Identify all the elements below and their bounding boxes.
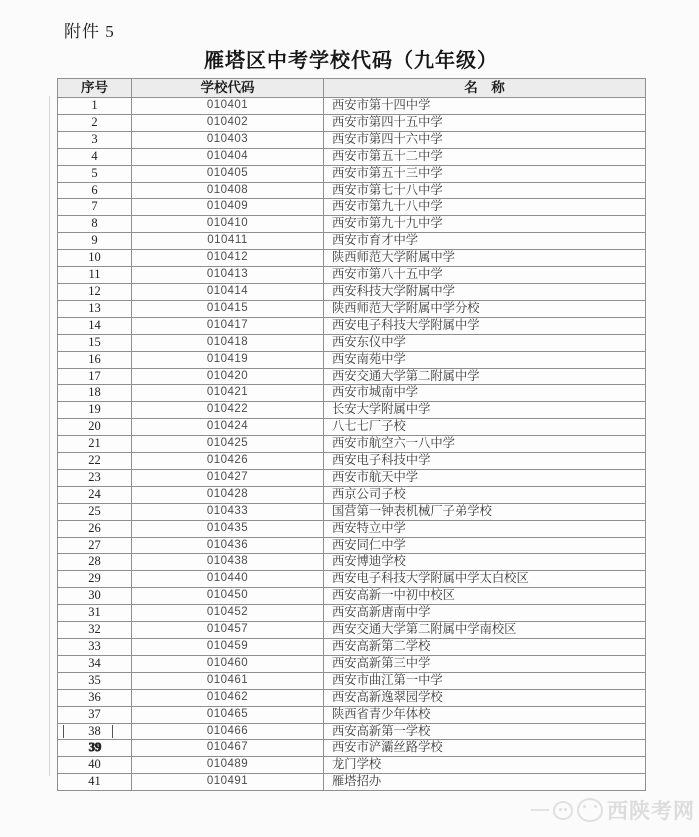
row-school-name: 陕西师范大学附属中学分校 xyxy=(324,300,646,317)
table-row xyxy=(58,368,646,385)
row-school-code: 010408 xyxy=(132,182,324,199)
row-serial-text: 39 xyxy=(88,740,101,755)
table-row xyxy=(58,639,646,656)
row-school-name: 西安市第五十二中学 xyxy=(324,148,646,165)
table-row xyxy=(58,131,646,148)
row-school-code: 010411 xyxy=(132,233,324,250)
row-serial-text: 37 xyxy=(88,706,101,721)
row-serial xyxy=(58,453,132,470)
row-school-code: 010418 xyxy=(132,334,324,351)
row-school-code: 010436 xyxy=(132,537,324,554)
row-serial xyxy=(58,131,132,148)
row-school-name: 西安市浐灞丝路学校 xyxy=(324,740,646,757)
text-cursor-icon xyxy=(112,725,113,739)
table-row xyxy=(58,503,646,520)
text-cursor-icon xyxy=(63,725,64,739)
row-school-code: 010410 xyxy=(132,216,324,233)
row-serial-text: 35 xyxy=(88,672,101,687)
row-serial-text: 12 xyxy=(88,283,101,298)
table-row xyxy=(58,622,646,639)
row-school-name: 西安市第七十八中学 xyxy=(324,182,646,199)
school-table-body xyxy=(58,98,646,791)
row-school-code: 010435 xyxy=(132,520,324,537)
column-header-serial: 序号 xyxy=(58,79,132,98)
row-serial xyxy=(58,706,132,723)
row-serial xyxy=(58,655,132,672)
row-serial-text: 14 xyxy=(88,317,101,332)
row-serial-text: 8 xyxy=(91,216,98,231)
row-serial xyxy=(58,605,132,622)
row-serial-text: 3 xyxy=(91,131,98,146)
row-serial xyxy=(58,368,132,385)
table-row xyxy=(58,554,646,571)
row-school-code: 010457 xyxy=(132,622,324,639)
row-serial xyxy=(58,503,132,520)
row-school-code: 010404 xyxy=(132,148,324,165)
table-row xyxy=(58,689,646,706)
row-school-code: 010425 xyxy=(132,436,324,453)
row-serial xyxy=(58,300,132,317)
table-row xyxy=(58,419,646,436)
row-serial-text: 4 xyxy=(91,148,98,163)
row-school-code: 010433 xyxy=(132,503,324,520)
row-school-code: 010462 xyxy=(132,689,324,706)
row-school-code: 010403 xyxy=(132,131,324,148)
row-serial xyxy=(58,182,132,199)
row-serial-text: 20 xyxy=(88,419,101,434)
row-serial-text: 33 xyxy=(88,639,101,653)
row-school-code: 010422 xyxy=(132,402,324,419)
table-row xyxy=(58,334,646,351)
row-serial-text: 36 xyxy=(88,689,101,704)
row-serial xyxy=(58,351,132,368)
table-row xyxy=(58,486,646,503)
row-school-code: 010412 xyxy=(132,250,324,267)
column-header-school-code: 学校代码 xyxy=(132,79,324,98)
table-row xyxy=(58,723,646,740)
row-school-name: 西安市第四十五中学 xyxy=(324,114,646,131)
row-serial-text: 6 xyxy=(91,182,98,197)
row-school-code: 010409 xyxy=(132,199,324,216)
row-school-name: 西安博迪学校 xyxy=(324,554,646,571)
row-serial xyxy=(58,469,132,486)
row-school-name: 西安市第八十五中学 xyxy=(324,267,646,284)
table-row xyxy=(58,436,646,453)
row-school-code: 010402 xyxy=(132,114,324,131)
row-serial-text: 10 xyxy=(88,250,101,265)
row-serial xyxy=(58,774,132,791)
table-row xyxy=(58,774,646,791)
row-school-name: 西安市曲江第一中学 xyxy=(324,672,646,689)
row-serial-text: 23 xyxy=(88,469,101,484)
row-serial-text: 1 xyxy=(91,98,98,112)
table-row xyxy=(58,300,646,317)
row-school-name: 西安南苑中学 xyxy=(324,351,646,368)
row-school-name: 西安市第五十三中学 xyxy=(324,165,646,182)
row-serial xyxy=(58,385,132,402)
mascot-icon xyxy=(553,801,573,820)
row-school-name: 西京公司子校 xyxy=(324,486,646,503)
row-school-code: 010438 xyxy=(132,554,324,571)
table-row xyxy=(58,182,646,199)
row-school-code: 010414 xyxy=(132,283,324,300)
row-serial-text: 19 xyxy=(88,402,101,417)
table-row xyxy=(58,402,646,419)
row-school-code: 010466 xyxy=(132,723,324,740)
row-school-code: 010461 xyxy=(132,672,324,689)
row-school-name: 西安市第十四中学 xyxy=(324,98,646,115)
table-row xyxy=(58,216,646,233)
table-row xyxy=(58,672,646,689)
row-school-code: 010452 xyxy=(132,605,324,622)
table-header-row xyxy=(58,79,646,98)
row-school-name: 西安科技大学附属中学 xyxy=(324,283,646,300)
table-row xyxy=(58,605,646,622)
row-serial-text: 22 xyxy=(88,453,101,468)
row-serial-text: 27 xyxy=(88,537,101,552)
table-row xyxy=(58,114,646,131)
row-serial xyxy=(58,216,132,233)
row-serial xyxy=(58,639,132,656)
table-row xyxy=(58,706,646,723)
row-serial xyxy=(58,436,132,453)
row-serial xyxy=(58,165,132,182)
table-row xyxy=(58,453,646,470)
row-serial-text: 34 xyxy=(88,655,101,670)
row-serial-text: 9 xyxy=(91,233,98,248)
table-row xyxy=(58,537,646,554)
row-school-name: 西安市育才中学 xyxy=(324,233,646,250)
row-school-code: 010427 xyxy=(132,469,324,486)
table-row xyxy=(58,199,646,216)
row-serial xyxy=(58,402,132,419)
row-school-name: 西安特立中学 xyxy=(324,520,646,537)
row-school-name: 西安交通大学第二附属中学 xyxy=(324,368,646,385)
row-school-name: 西安电子科技大学附属中学太白校区 xyxy=(324,571,646,588)
row-school-code: 010460 xyxy=(132,655,324,672)
table-row xyxy=(58,469,646,486)
row-serial-text: 13 xyxy=(88,300,101,315)
row-school-name: 西安电子科技中学 xyxy=(324,453,646,470)
row-school-code: 010428 xyxy=(132,486,324,503)
table-row xyxy=(58,588,646,605)
row-school-name: 西安东仪中学 xyxy=(324,334,646,351)
table-row xyxy=(58,283,646,300)
row-school-name: 西安高新第三中学 xyxy=(324,655,646,672)
row-serial xyxy=(58,757,132,774)
row-serial-text: 25 xyxy=(88,503,101,518)
table-row xyxy=(58,98,646,115)
page-title: 雁塔区中考学校代码（九年级） xyxy=(204,50,498,72)
row-school-code: 010450 xyxy=(132,588,324,605)
row-serial-text: 28 xyxy=(88,554,101,569)
row-school-code: 010465 xyxy=(132,706,324,723)
row-school-name: 西安高新逸翠园学校 xyxy=(324,689,646,706)
row-serial xyxy=(58,689,132,706)
row-serial-text: 16 xyxy=(88,351,101,366)
row-school-code: 010413 xyxy=(132,267,324,284)
row-serial xyxy=(58,554,132,571)
row-school-name: 西安市航空六一八中学 xyxy=(324,436,646,453)
table-row xyxy=(58,165,646,182)
row-serial-text: 29 xyxy=(88,571,101,586)
row-serial-text: 40 xyxy=(88,757,101,772)
row-school-name: 西安电子科技大学附属中学 xyxy=(324,317,646,334)
row-school-code: 010467 xyxy=(132,740,324,757)
row-serial xyxy=(58,334,132,351)
row-serial xyxy=(58,622,132,639)
row-school-code: 010401 xyxy=(132,98,324,115)
row-school-code: 010417 xyxy=(132,317,324,334)
row-school-code: 010419 xyxy=(132,351,324,368)
table-row xyxy=(58,317,646,334)
row-school-name: 雁塔招办 xyxy=(324,774,646,791)
attachment-label: 附件 5 xyxy=(64,22,115,41)
row-school-name: 西安高新唐南中学 xyxy=(324,605,646,622)
table-row xyxy=(58,233,646,250)
table-row xyxy=(58,385,646,402)
row-school-name: 国营第一钟表机械厂子弟学校 xyxy=(324,503,646,520)
row-school-name: 西安高新第一学校 xyxy=(324,723,646,740)
row-serial xyxy=(58,250,132,267)
table-row xyxy=(58,655,646,672)
row-school-code: 010420 xyxy=(132,368,324,385)
row-school-name: 西安市航天中学 xyxy=(324,469,646,486)
table-row xyxy=(58,267,646,284)
row-school-name: 西安同仁中学 xyxy=(324,537,646,554)
row-serial-text: 2 xyxy=(91,114,98,129)
row-school-name: 西安市城南中学 xyxy=(324,385,646,402)
row-serial xyxy=(58,317,132,334)
row-serial-text: 5 xyxy=(91,165,98,180)
row-school-name: 西安高新第二学校 xyxy=(324,639,646,656)
row-serial-text: 32 xyxy=(88,622,101,637)
row-serial xyxy=(58,114,132,131)
row-serial-text: 26 xyxy=(88,520,101,535)
table-row xyxy=(58,740,646,757)
row-serial-text: 21 xyxy=(88,436,101,451)
row-school-name: 陕西师范大学附属中学 xyxy=(324,250,646,267)
row-serial xyxy=(58,98,132,115)
row-serial-text: 15 xyxy=(88,334,101,349)
row-serial xyxy=(58,672,132,689)
row-serial-text: 41 xyxy=(88,774,101,789)
table-row xyxy=(58,250,646,267)
row-serial xyxy=(58,740,132,757)
row-school-name: 西安市第九十九中学 xyxy=(324,216,646,233)
row-serial-text: 17 xyxy=(88,368,101,383)
table-row xyxy=(58,351,646,368)
row-school-code: 010489 xyxy=(132,757,324,774)
row-serial xyxy=(58,588,132,605)
row-serial xyxy=(58,148,132,165)
row-serial-text: 30 xyxy=(88,588,101,603)
watermark-line xyxy=(531,809,549,811)
row-school-name: 龙门学校 xyxy=(324,757,646,774)
row-serial xyxy=(58,571,132,588)
row-school-name: 西安市第九十八中学 xyxy=(324,199,646,216)
row-serial-text: 38 xyxy=(88,723,101,738)
watermark-text: 西陕考网 xyxy=(607,800,695,823)
row-serial xyxy=(58,520,132,537)
scan-artifact-line xyxy=(49,96,50,776)
watermark xyxy=(531,795,695,825)
row-serial xyxy=(58,419,132,436)
row-serial xyxy=(58,537,132,554)
row-serial-text: 31 xyxy=(88,605,101,620)
row-school-name: 西安交通大学第二附属中学南校区 xyxy=(324,622,646,639)
row-school-code: 010440 xyxy=(132,571,324,588)
row-serial xyxy=(58,723,132,740)
row-school-name: 八七七厂子校 xyxy=(324,419,646,436)
row-serial xyxy=(58,486,132,503)
table-row xyxy=(58,757,646,774)
row-school-code: 010415 xyxy=(132,300,324,317)
row-serial xyxy=(58,267,132,284)
row-school-code: 010424 xyxy=(132,419,324,436)
row-school-name: 长安大学附属中学 xyxy=(324,402,646,419)
row-school-code: 010405 xyxy=(132,165,324,182)
row-school-name: 西安市第四十六中学 xyxy=(324,131,646,148)
row-school-code: 010421 xyxy=(132,385,324,402)
row-serial-text: 7 xyxy=(91,199,98,214)
mascot-icon xyxy=(577,798,603,822)
row-school-code: 010491 xyxy=(132,774,324,791)
row-serial xyxy=(58,283,132,300)
row-serial-text: 18 xyxy=(88,385,101,400)
row-serial-text: 24 xyxy=(88,486,101,501)
table-row xyxy=(58,148,646,165)
row-serial-text: 11 xyxy=(88,267,101,282)
row-school-code: 010459 xyxy=(132,639,324,656)
column-header-school-name: 名 称 xyxy=(324,79,646,98)
row-school-code: 010426 xyxy=(132,453,324,470)
row-school-name: 西安高新一中初中校区 xyxy=(324,588,646,605)
table-row xyxy=(58,571,646,588)
row-serial xyxy=(58,199,132,216)
row-school-name: 陕西省青少年体校 xyxy=(324,706,646,723)
table-row xyxy=(58,520,646,537)
row-serial xyxy=(58,233,132,250)
school-code-table xyxy=(57,78,646,791)
